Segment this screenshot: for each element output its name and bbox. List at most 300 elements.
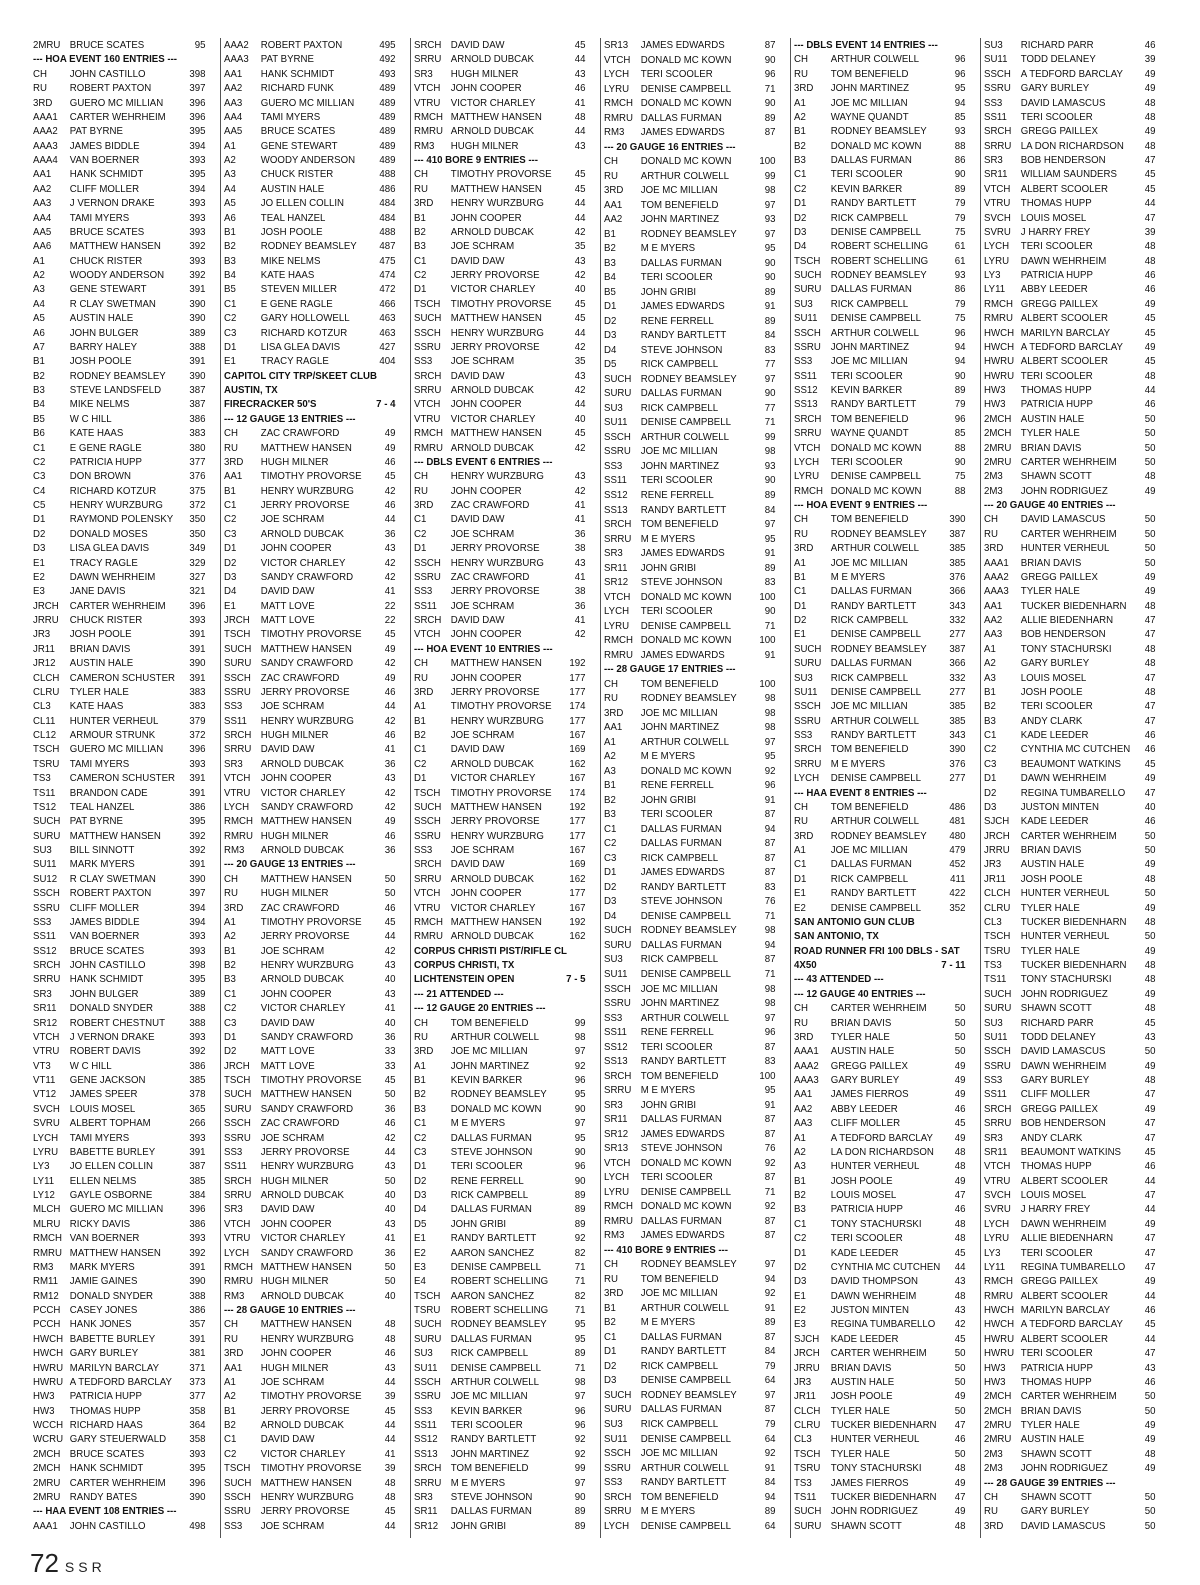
score: 332 [949, 614, 966, 626]
score: 89 [764, 111, 776, 124]
score: 177 [569, 815, 586, 828]
result-row [414, 124, 593, 138]
class-code: B2 [604, 242, 616, 255]
shooter-name: JOE MC MILLIAN [640, 445, 718, 458]
shooter-name: --- HOA EVENT 10 ENTRIES --- [414, 642, 553, 655]
class-code: B2 [224, 1419, 236, 1431]
shooter-name: --- 12 GAUGE 13 ENTRIES --- [224, 412, 356, 425]
shooter-name: TERI SCOOLER [640, 1171, 713, 1184]
class-code: CL3 [33, 700, 51, 713]
class-code: VTCH [414, 628, 441, 641]
result-row [414, 311, 593, 325]
class-code: VTCH [224, 772, 251, 785]
class-code: D1 [794, 872, 807, 885]
result-row [414, 1476, 593, 1490]
shooter-name: TERI SCOOLER [640, 1040, 713, 1053]
result-row [794, 829, 973, 843]
class-code: D1 [794, 599, 807, 612]
result-row [604, 488, 783, 502]
class-code: A1 [794, 844, 806, 856]
result-row [414, 656, 593, 670]
result-row [224, 527, 403, 541]
result-row [224, 124, 403, 138]
shooter-name: MATTHEW HANSEN [260, 441, 352, 454]
class-code: RMRU [414, 930, 443, 943]
result-row [33, 714, 213, 728]
score: 95 [764, 1084, 776, 1097]
result-row [604, 125, 783, 139]
shooter-name: TERI SCOOLER [830, 168, 903, 181]
class-code: AAA1 [794, 1045, 819, 1058]
result-row [33, 613, 213, 627]
class-code: C3 [984, 757, 997, 770]
class-code: SU11 [794, 685, 818, 698]
shooter-name: AUSTIN HALE [69, 657, 134, 670]
shooter-name: CLIFF MOLLER [830, 1117, 901, 1130]
class-code: SSRU [414, 1390, 441, 1403]
shooter-name: DAWN WEHRHEIM [69, 570, 156, 583]
class-code: A4 [33, 297, 45, 310]
score: 393 [189, 154, 206, 166]
score: 48 [384, 1318, 396, 1331]
shooter-name: TERI SCOOLER [640, 808, 713, 821]
result-row [414, 1361, 593, 1375]
class-code: SSCH [984, 1045, 1011, 1058]
class-code: RM3 [224, 1289, 245, 1302]
result-row [984, 728, 1163, 742]
shooter-name: RICK CAMPBELL [640, 401, 719, 414]
shooter-name: JOHN MARTINEZ [640, 721, 719, 734]
result-row [794, 1016, 973, 1030]
result-row [984, 512, 1163, 526]
score: 91 [764, 300, 776, 313]
score: 321 [189, 585, 206, 598]
class-code: B1 [414, 1074, 426, 1086]
shooter-name: ARNOLD DUBCAK [450, 757, 535, 770]
shooter-name: ARTHUR COLWELL [640, 430, 730, 443]
class-code: RU [224, 1332, 238, 1345]
result-row [794, 1519, 973, 1533]
shooter-name: KATE HAAS [69, 427, 124, 440]
result-row [794, 1418, 973, 1432]
shooter-name: SANDY CRAWFORD [260, 1030, 354, 1043]
shooter-name: JOE MC MILLIAN [830, 844, 908, 856]
result-row [984, 757, 1163, 771]
class-code: AAA1 [33, 110, 58, 123]
score: 379 [189, 714, 206, 727]
class-code: D3 [794, 225, 807, 238]
score: 44 [574, 125, 586, 138]
class-code: SR11 [33, 1002, 57, 1015]
shooter-name: BOB HENDERSON [1020, 1117, 1106, 1130]
result-row [33, 340, 213, 354]
class-code: D2 [604, 880, 617, 893]
result-row [224, 685, 403, 699]
section-header [604, 1243, 783, 1257]
shooter-name: GENE STEWART [69, 283, 147, 296]
score: 86 [954, 283, 966, 296]
score: 45 [574, 297, 586, 310]
shooter-name: SHAWN SCOTT [830, 1519, 902, 1532]
class-code: 3RD [224, 1347, 244, 1360]
class-code: SUCH [33, 815, 61, 828]
shooter-name: GUERO MC MILLIAN [69, 743, 164, 756]
result-row [794, 211, 973, 225]
score: 50 [1144, 455, 1156, 468]
shooter-name: KADE LEEDER [830, 1332, 899, 1345]
shooter-name: LOUIS MOSEL [830, 1189, 897, 1201]
shooter-name: ALBERT SCOOLER [1020, 312, 1108, 325]
score: 396 [189, 96, 206, 109]
shooter-name: SAN ANTONIO, TX [794, 930, 879, 943]
score: 71 [574, 1260, 586, 1273]
class-code: B4 [224, 269, 236, 281]
result-row [414, 1332, 593, 1346]
class-code: JRCH [224, 1059, 250, 1072]
class-code: VTCH [414, 82, 441, 95]
score: 50 [1144, 844, 1156, 856]
class-code: C2 [414, 757, 427, 770]
score: 43 [384, 1217, 396, 1230]
score: 277 [949, 772, 966, 785]
shooter-name: CYNTHIA MC CUTCHEN [830, 1260, 941, 1273]
class-code: CH [604, 155, 618, 168]
score: 49 [1144, 858, 1156, 871]
class-code: AA3 [33, 197, 52, 210]
shooter-name: GUERO MC MILLIAN [69, 96, 164, 109]
class-code: TSCH [33, 743, 60, 756]
class-code: VTCH [33, 1030, 60, 1043]
score: 45 [1144, 326, 1156, 339]
result-row [984, 484, 1163, 498]
score: 43 [384, 542, 396, 555]
class-code: SRRU [604, 532, 632, 545]
shooter-name: ROBERT SCHELLING [450, 1304, 549, 1316]
score: 64 [764, 1374, 776, 1387]
class-code: 2MCH [984, 1404, 1012, 1417]
score: 71 [574, 1361, 586, 1374]
score: 167 [569, 844, 586, 856]
score: 50 [384, 1088, 396, 1101]
shooter-name: HANK SCHMIDT [69, 168, 144, 181]
result-row [984, 742, 1163, 756]
result-row [794, 1432, 973, 1446]
class-code: LYCH [604, 1171, 630, 1184]
result-row [794, 1001, 973, 1015]
class-code: SU3 [33, 844, 52, 856]
shooter-name: STEVEN MILLER [260, 283, 338, 296]
class-code: RU [794, 67, 808, 80]
result-row [794, 383, 973, 397]
score: 33 [384, 1059, 396, 1072]
score: 398 [189, 67, 206, 80]
shooter-name: TOM BENEFIELD [830, 513, 909, 526]
score: 484 [379, 197, 396, 210]
result-row [794, 886, 973, 900]
shooter-name: RODNEY BEAMSLEY [830, 269, 927, 281]
shooter-name: M E MYERS [450, 1117, 506, 1130]
class-code: SSRU [414, 829, 441, 842]
class-code: D4 [604, 909, 617, 922]
result-row [604, 270, 783, 284]
class-code: HWRU [984, 1347, 1015, 1360]
class-code: E2 [794, 1304, 806, 1316]
result-row [604, 1475, 783, 1489]
shooter-name: DAWN WEHRHEIM [1020, 1217, 1107, 1230]
result-row [33, 426, 213, 440]
score: 390 [189, 1275, 206, 1288]
score: 87 [764, 866, 776, 879]
shooter-name: JOHN MARTINEZ [640, 213, 719, 226]
shooter-name: RICK CAMPBELL [450, 1347, 529, 1360]
score: 98 [764, 445, 776, 458]
shooter-name: BRIAN DAVIS [1020, 556, 1082, 569]
result-row [33, 742, 213, 756]
class-code: JRCH [224, 614, 250, 626]
class-code: B3 [984, 714, 996, 727]
class-code: AA5 [224, 125, 243, 138]
result-row [984, 153, 1163, 167]
score: 41 [574, 513, 586, 526]
class-code: RU [984, 1505, 998, 1518]
class-code: SU11 [984, 1030, 1008, 1043]
shooter-name: E GENE RAGLE [69, 441, 142, 454]
shooter-name: M E MYERS [640, 242, 696, 255]
class-code: B2 [224, 959, 236, 971]
class-code: D2 [984, 786, 997, 799]
class-code: 3RD [33, 96, 53, 109]
result-row [414, 929, 593, 943]
shooter-name: WAYNE QUANDT [830, 110, 909, 123]
shooter-name: JOHN RODRIGUEZ [1020, 987, 1108, 1000]
shooter-name: TIMOTHY PROVORSE [260, 1462, 362, 1475]
result-row [414, 1030, 593, 1044]
shooter-name: RODNEY BEAMSLEY [640, 1388, 737, 1401]
score: 75 [954, 225, 966, 238]
score: 96 [954, 53, 966, 66]
result-row [414, 67, 593, 81]
score: 383 [189, 700, 206, 713]
class-code: CH [794, 1002, 808, 1015]
class-code: VTCH [984, 182, 1011, 195]
shooter-name: JOE MC MILLIAN [640, 1287, 718, 1300]
result-row [33, 728, 213, 742]
shooter-name: JO ELLEN COLLIN [260, 197, 345, 210]
result-row [794, 1461, 973, 1475]
class-code: VT11 [33, 1074, 56, 1086]
class-code: TS11 [984, 973, 1007, 986]
score: 44 [1144, 197, 1156, 210]
result-row [794, 1317, 973, 1331]
result-row [33, 944, 213, 958]
score: 49 [1144, 570, 1156, 583]
result-row [414, 1174, 593, 1188]
shooter-name: LISA GLEA DAVIS [260, 340, 341, 353]
class-code: 3RD [604, 706, 624, 719]
result-row [984, 81, 1163, 95]
class-code: 2MRU [984, 1433, 1012, 1446]
result-row [33, 599, 213, 613]
shooter-name: --- 43 ATTENDED --- [794, 973, 884, 986]
result-row [984, 671, 1163, 685]
shooter-name: DONALD MC KOWN [640, 590, 732, 603]
score: 92 [574, 1447, 586, 1460]
result-row [33, 584, 213, 598]
score: 43 [574, 369, 586, 382]
shooter-name: ALLIE BIEDENHARN [1020, 1232, 1114, 1245]
result-row [224, 814, 403, 828]
class-code: HWRU [984, 369, 1015, 382]
class-code: SRRU [794, 757, 822, 770]
score: 50 [954, 1404, 966, 1417]
class-code: C1 [414, 254, 427, 267]
shooter-name: CARTER WEHRHEIM [69, 599, 166, 612]
class-code: RM11 [33, 1275, 59, 1288]
result-row [984, 929, 1163, 943]
score: 46 [574, 82, 586, 95]
class-code: C2 [414, 527, 427, 540]
result-row [794, 613, 973, 627]
shooter-name: SANDY CRAWFORD [260, 1102, 354, 1115]
shooter-name: --- 20 GAUGE 40 ENTRIES --- [984, 499, 1116, 511]
result-row [33, 1418, 213, 1432]
result-row [224, 1418, 403, 1432]
shooter-name: ABBY LEEDER [1020, 283, 1088, 296]
shooter-name: M E MYERS [640, 1084, 696, 1097]
result-row [604, 517, 783, 531]
score: 391 [189, 1145, 206, 1158]
shooter-name: DAVID DAW [260, 743, 315, 756]
result-row [414, 96, 593, 110]
result-row [604, 633, 783, 647]
shooter-name: JAMES EDWARDS [640, 126, 725, 139]
result-row [33, 1361, 213, 1375]
shooter-name: MIKE NELMS [69, 398, 130, 411]
shooter-name: JOHN COOPER [450, 671, 522, 684]
shooter-name: TONY STACHURSKI [830, 1462, 922, 1475]
result-row [984, 268, 1163, 282]
class-code: A1 [414, 700, 426, 713]
shooter-name: --- 12 GAUGE 40 ENTRIES --- [794, 987, 926, 1000]
score: 98 [764, 924, 776, 937]
shooter-name: TAMI MYERS [69, 757, 130, 770]
class-code: SR3 [984, 154, 1003, 166]
result-row [794, 1116, 973, 1130]
score: 48 [1144, 139, 1156, 152]
result-row [224, 541, 403, 555]
class-code: D1 [604, 866, 617, 879]
shooter-name: DONALD MC KOWN [640, 155, 732, 168]
shooter-name: JOHN COOPER [260, 772, 332, 785]
shooter-name: PATRICIA HUPP [830, 1203, 903, 1216]
section-header [794, 786, 973, 800]
score: 43 [384, 1361, 396, 1374]
result-row [984, 714, 1163, 728]
class-code: B1 [414, 211, 426, 224]
result-row [414, 1246, 593, 1260]
result-row [33, 1059, 213, 1073]
result-row [984, 297, 1163, 311]
result-row [414, 297, 593, 311]
shooter-name: JAMES FIERROS [830, 1088, 909, 1101]
result-row [794, 728, 973, 742]
class-code: SU11 [604, 1432, 628, 1445]
shooter-name: SANDY CRAWFORD [260, 657, 354, 670]
class-code: CH [224, 1318, 238, 1331]
shooter-name: JOE SCHRAM [450, 844, 515, 856]
class-code: SR13 [604, 39, 629, 51]
result-row [984, 182, 1163, 196]
shooter-name: CARTER WEHRHEIM [1020, 527, 1117, 540]
shooter-name: BRIAN DAVIS [830, 1361, 892, 1374]
shooter-name: --- 28 GAUGE 17 ENTRIES --- [604, 663, 736, 676]
shooter-name: CHUCK RISTER [69, 254, 143, 267]
result-row [33, 211, 213, 225]
shooter-name: GUERO MC MILLIAN [69, 1203, 164, 1216]
class-code: RMRU [604, 111, 633, 124]
shooter-name: RENE FERRELL [640, 779, 714, 792]
shooter-name: JOHN COOPER [260, 542, 332, 555]
class-code: SU3 [794, 671, 813, 684]
shooter-name: JOE SCHRAM [260, 1375, 325, 1388]
result-row [224, 326, 403, 340]
score: 386 [189, 800, 206, 813]
result-row [984, 124, 1163, 138]
score: 90 [764, 97, 776, 110]
class-code: SS13 [604, 503, 628, 516]
class-code: PCCH [33, 1318, 61, 1331]
result-row [604, 1490, 783, 1504]
shooter-name: DALLAS FURMAN [640, 1214, 722, 1227]
class-code: B3 [33, 384, 45, 396]
shooter-name: MATTHEW HANSEN [260, 1318, 352, 1331]
class-code: 3RD [984, 542, 1004, 555]
class-code: 2M3 [984, 484, 1003, 497]
shooter-name: PATRICIA HUPP [1020, 398, 1093, 411]
shooter-name: BILL SINNOTT [69, 844, 135, 856]
result-row [33, 455, 213, 469]
results-column-5 [790, 38, 980, 1538]
score: 474 [379, 269, 396, 281]
shooter-name: ZAC CRAWFORD [260, 901, 340, 914]
shooter-name: JERRY PROVORSE [450, 685, 540, 698]
class-code: A6 [33, 326, 45, 339]
score: 44 [384, 1519, 396, 1532]
score: 357 [189, 1318, 206, 1331]
class-code: AA1 [604, 198, 623, 211]
score: 90 [764, 271, 776, 284]
result-row [984, 254, 1163, 268]
result-row [33, 297, 213, 311]
result-row [604, 793, 783, 807]
score: 391 [189, 671, 206, 684]
class-code: CLCH [984, 887, 1011, 900]
result-row [794, 1332, 973, 1346]
shooter-name: TIMOTHY PROVORSE [450, 700, 552, 713]
class-code: C2 [33, 455, 46, 468]
result-row [984, 211, 1163, 225]
score: 394 [189, 901, 206, 914]
class-code: 3RD [414, 197, 434, 210]
result-row [604, 82, 783, 96]
shooter-name: FIRECRACKER 50'S [224, 398, 317, 411]
class-code: SR11 [984, 1145, 1008, 1158]
shooter-name: CASEY JONES [69, 1304, 138, 1316]
shooter-name: JOHN RODRIGUEZ [1020, 1462, 1108, 1475]
score: 390 [189, 1490, 206, 1503]
shooter-name: PAT BYRNE [260, 53, 314, 66]
class-code: E1 [224, 599, 236, 612]
